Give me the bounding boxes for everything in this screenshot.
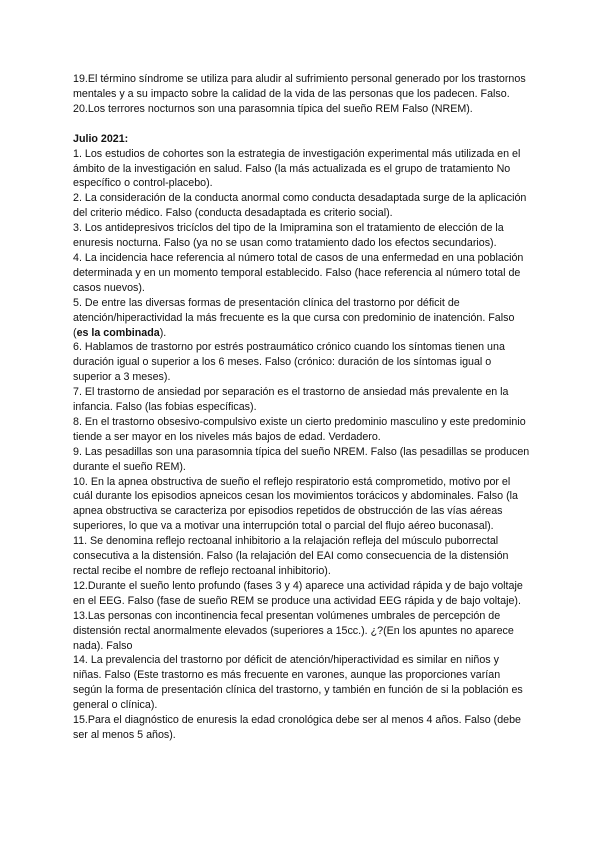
paragraph-20: 20.Los terrores nocturnos son una parasomnia típica del sueño REM Falso (NREM). [73, 102, 473, 115]
list-item: 2. La consideración de la conducta anormal como conducta desadaptada surge de la aplicación del criterio médico. Falso (conducta desadaptada es criterio social). [73, 192, 527, 220]
item-5-text: 5. De entre las diversas formas de presentación clínica del trastorno por déficit de atención/hiperactividad la más frecuente es la que cursa con predominio de inatención. Falso ( [73, 296, 515, 339]
list-item: 11. Se denomina reflejo rectoanal inhibitorio a la relajación refleja del músculo puborrectal consecutiva a la distensión. Falso (la relajación del EAI como consecuencia de la distensión rectal recibe el nombre de reflejo rectoanal inhibitorio). [73, 535, 509, 577]
list-item: 8. En el trastorno obsesivo-compulsivo existe un cierto predominio masculino y este predominio tiende a ser mayor en los niveles más bajos de edad. Verdadero. [73, 415, 526, 443]
item-5-tail: ). [159, 326, 167, 339]
item-5-bold-answer: es la combinada [76, 326, 160, 339]
list-item: 14. La prevalencia del trastorno por déficit de atención/hiperactividad es similar en niños y niñas. Falso (Este trastorno es más frecuente en varones, aunque las proporciones varían según la forma de presentación clínica del trastorno, y también en función de si la población es general o clínica). [73, 654, 523, 712]
paragraph-19: 19.El término síndrome se utiliza para aludir al sufrimiento personal generado por los trastornos mentales y a su impacto sobre la calidad de la vida de las personas que los padecen. Falso. [73, 73, 526, 100]
list-item: 4. La incidencia hace referencia al número total de casos de una enfermedad en una población determinada y en un momento temporal establecido. Falso (hace referencia al número total de casos nuevos). [73, 251, 524, 294]
list-item: 12.Durante el sueño lento profundo (fases 3 y 4) aparece una actividad rápida y de bajo voltaje en el EEG. Falso (fase de sueño REM se produce una actividad EEG rápida y de bajo voltaje). [73, 579, 523, 607]
list-item: 15.Para el diagnóstico de enuresis la edad cronológica debe ser al menos 4 años. Falso (debe ser al menos 5 años). [73, 714, 521, 741]
list-item-5 [73, 296, 530, 341]
list-item: 1. Los estudios de cohortes son la estrategia de investigación experimental más utilizada en el ámbito de la investigación en salud. Falso (la más actualizada es el grupo de tratamiento No específico o control-placebo). [73, 147, 521, 190]
section-heading: Julio 2021: [73, 132, 129, 145]
document-page [73, 72, 530, 743]
list-item: 13.Las personas con incontinencia fecal presentan volúmenes umbrales de percepción de distensión rectal anormalmente elevados (superiores a 15cc.). ¿?(En los apuntes no aparece nada). Falso [73, 609, 514, 652]
list-item: 6. Hablamos de trastorno por estrés postraumático crónico cuando los síntomas tienen una duración igual o superior a los 6 meses. Falso (crónico: duración de los síntomas igual o superior a 3 meses). [73, 341, 505, 384]
list-item: 7. El trastorno de ansiedad por separación es el trastorno de ansiedad más prevalente en la infancia. Falso (las fobias específicas). [73, 386, 509, 414]
list-item: 10. En la apnea obstructiva de sueño el reflejo respiratorio está comprometido, motivo por el cuál durante los episodios apneicos cesan los movimientos torácicos y abdominales. Falso (la apnea obstructiva se caracteriza por episodios repetidos de obstrucción de las vías aéreas superiores, lo que va a motivar una interrupción total o parcial del flujo aéreo buconasal). [73, 475, 518, 533]
list-item: 9. Las pesadillas son una parasomnia típica del sueño NREM. Falso (las pesadillas se producen durante el sueño REM). [73, 445, 530, 473]
list-item: 3. Los antidepresivos tricíclos del tipo de la Imipramina son el tratamiento de elección de la enuresis nocturna. Falso (ya no se usan como tratamiento dado los efectos secundarios). [73, 222, 504, 250]
